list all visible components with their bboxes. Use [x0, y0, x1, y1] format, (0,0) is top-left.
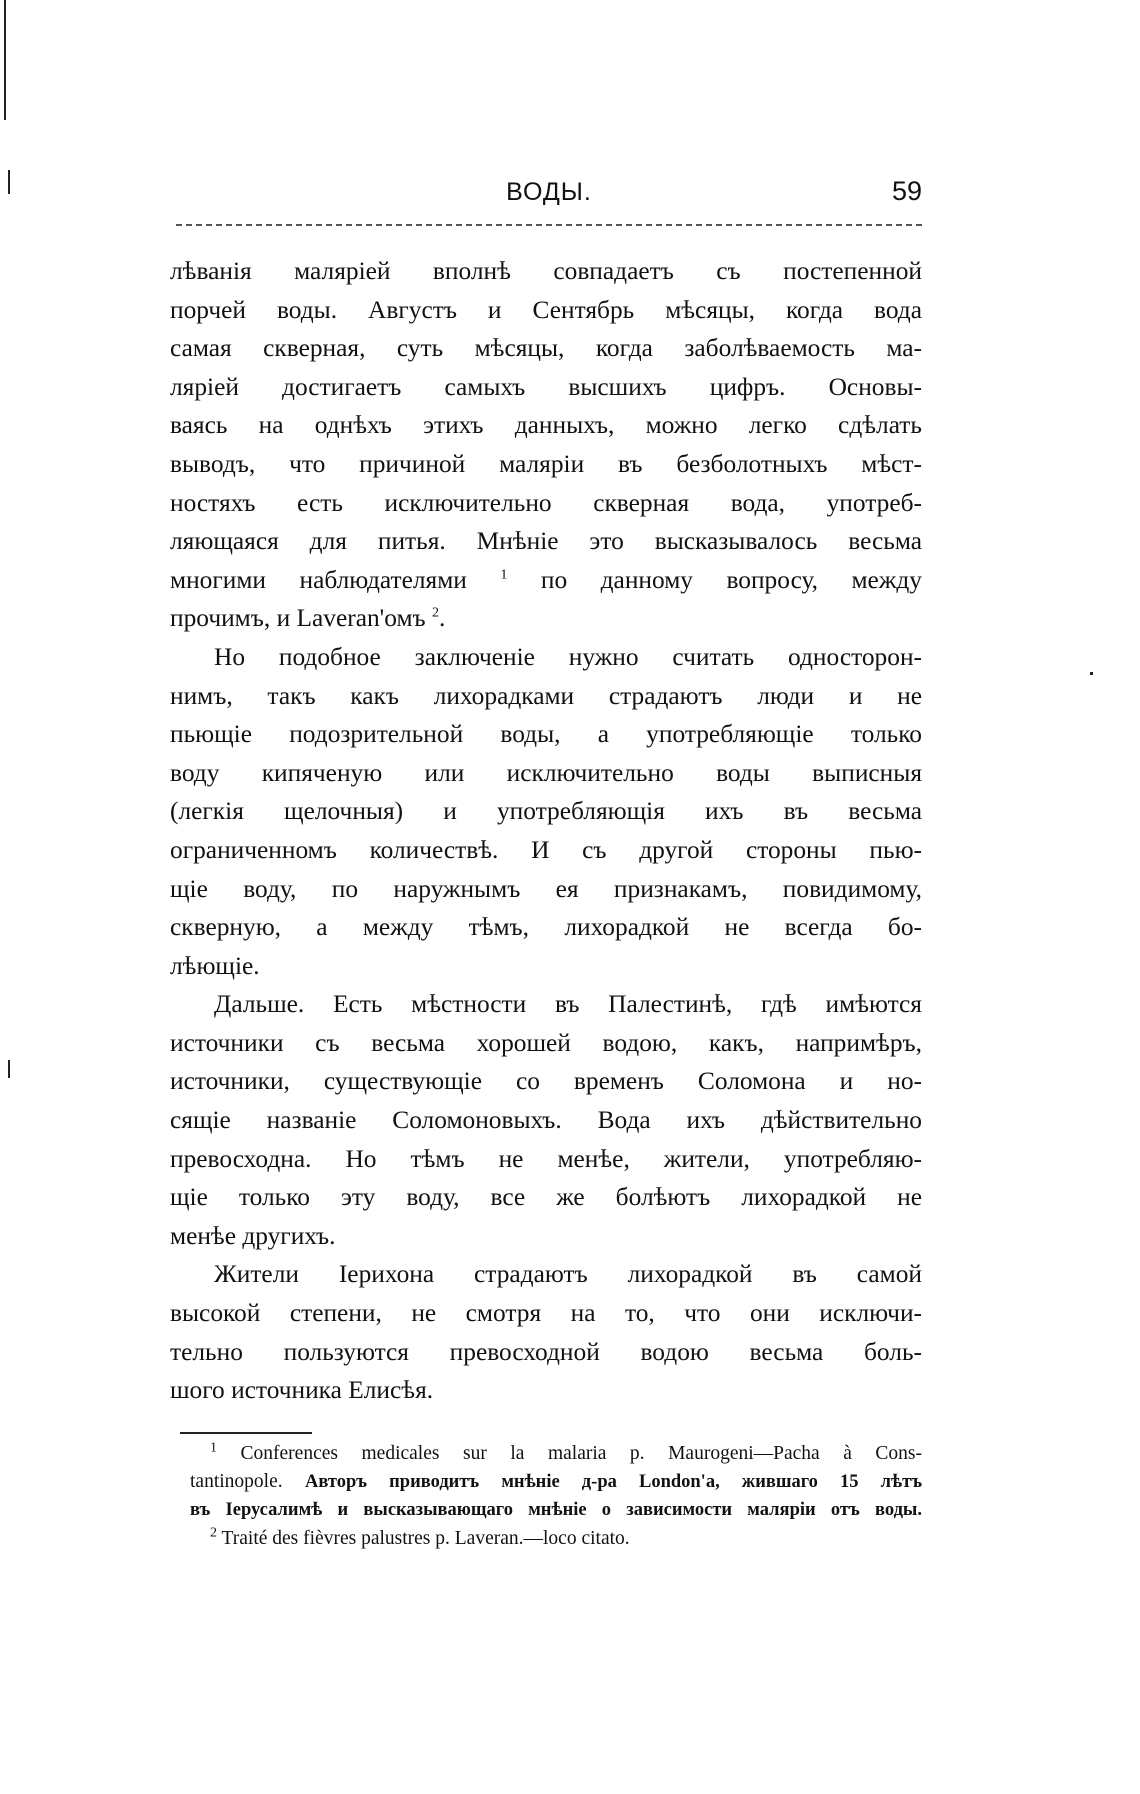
paragraph-4	[170, 1255, 922, 1409]
text-line: выводъ, что причиной маляріи въ безболотныхъ мѣст-	[170, 449, 922, 478]
text-line: источники съ весьма хорошей водою, какъ, напримѣръ,	[170, 1028, 922, 1057]
page-header	[176, 178, 922, 218]
footnote-mark-1: 1	[210, 1440, 217, 1456]
text-fragment: по данному вопросу, между	[540, 565, 922, 594]
footnotes	[190, 1440, 922, 1553]
footnote-rule	[180, 1432, 312, 1434]
text-line: лѣющіе.	[170, 951, 260, 980]
text-line: менѣе другихъ.	[170, 1221, 336, 1250]
scan-speck	[1090, 672, 1093, 675]
text-line: высокой степени, не смотря на то, что они исключи-	[170, 1299, 922, 1328]
text-fragment: прочимъ, и Laveran'омъ	[170, 604, 426, 633]
footnote-text: Traité des fièvres palustres p. Laveran.—loco citato.	[221, 1527, 630, 1549]
scan-edge-tick	[8, 1060, 10, 1078]
text-line: пьющіе подозрительной воды, а употребляющіе только	[170, 720, 922, 749]
footnote-2-line	[190, 1525, 922, 1553]
footnote-1-line	[190, 1440, 922, 1468]
paragraph-1	[170, 252, 922, 638]
footnote-ref-1: 1	[500, 567, 508, 583]
text-line: ностяхъ есть исключительно скверная вода, употреб-	[170, 488, 922, 517]
text-line: лѣванія маляріей вполнѣ совпадаетъ съ постепенной	[170, 257, 922, 285]
text-line: (легкія щелочныя) и употребляющія ихъ въ весьма	[170, 797, 922, 826]
page-number: 59	[891, 176, 922, 206]
footnote-text: tantinopole.	[190, 1471, 283, 1493]
header-rule	[176, 224, 922, 226]
footnote-1-line	[190, 1468, 922, 1496]
text-line: ограниченномъ количествѣ. И съ другой стороны пью-	[170, 835, 922, 864]
text-line: превосходна. Но тѣмъ не менѣе, жители, употребляю-	[170, 1144, 922, 1173]
scan-edge-tick	[8, 170, 10, 194]
text-line: Дальше. Есть мѣстности въ Палестинѣ, гдѣ имѣются	[214, 990, 922, 1019]
paragraph-2	[170, 638, 922, 985]
text-line: воду кипяченую или исключительно воды выписныя	[170, 758, 922, 787]
text-line: скверную, а между тѣмъ, лихорадкой не всегда бо-	[170, 913, 922, 942]
paragraph-3	[170, 985, 922, 1255]
text-line: источники, существующіе со временъ Соломона и но-	[170, 1067, 922, 1096]
scan-edge-line	[4, 0, 6, 120]
text-fragment: многими наблюдателями	[170, 565, 467, 594]
text-line: ляющаяся для питья. Мнѣніе это высказывалось весьма	[170, 527, 922, 556]
footnote-mark-2: 2	[210, 1525, 217, 1541]
text-line: прочимъ, и Laveran'омъ $^2$.	[170, 604, 446, 633]
text-line	[170, 561, 922, 600]
footnote-text: Conferences medicales sur la malaria p. Maurogeni—Pacha à Cons-	[240, 1443, 922, 1464]
text-line: самая скверная, суть мѣсяцы, когда заболѣваемость ма-	[170, 334, 922, 363]
text-line: Но подобное заключеніе нужно считать односторон-	[214, 642, 922, 671]
text-line: Жители Іерихона страдаютъ лихорадкой въ самой	[214, 1260, 922, 1289]
footnote-ref-2: 2	[432, 605, 440, 621]
body-text	[170, 252, 922, 1410]
text-line: ваясь на однѣхъ этихъ данныхъ, можно легко сдѣлать	[170, 411, 922, 440]
text-line: шого источника Елисѣя.	[170, 1376, 434, 1405]
text-line: нимъ, такъ какъ лихорадками страдаютъ люди и не	[170, 681, 922, 710]
text-line: тельно пользуются превосходной водою весьма боль-	[170, 1337, 922, 1366]
text-line: сящіе названіе Соломоновыхъ. Вода ихъ дѣйствительно	[170, 1106, 922, 1135]
footnote-text: Авторъ приводитъ мнѣніе д-ра London'а, жившаго 15 лѣтъ	[304, 1472, 922, 1493]
text-line: порчей воды. Августъ и Сентябрь мѣсяцы, когда вода	[170, 295, 922, 324]
text-line: щіе воду, по наружнымъ ея признакамъ, повидимому,	[170, 874, 922, 903]
footnote-1-line: въ Іерусалимѣ и высказывающаго мнѣніе о зависимости маляріи отъ воды.	[190, 1500, 922, 1521]
text-line: ляріей достигаетъ самыхъ высшихъ цифръ. Основы-	[170, 372, 922, 401]
running-title: ВОДЫ.	[506, 178, 592, 206]
text-line: щіе только эту воду, все же болѣютъ лихорадкой не	[170, 1183, 922, 1212]
